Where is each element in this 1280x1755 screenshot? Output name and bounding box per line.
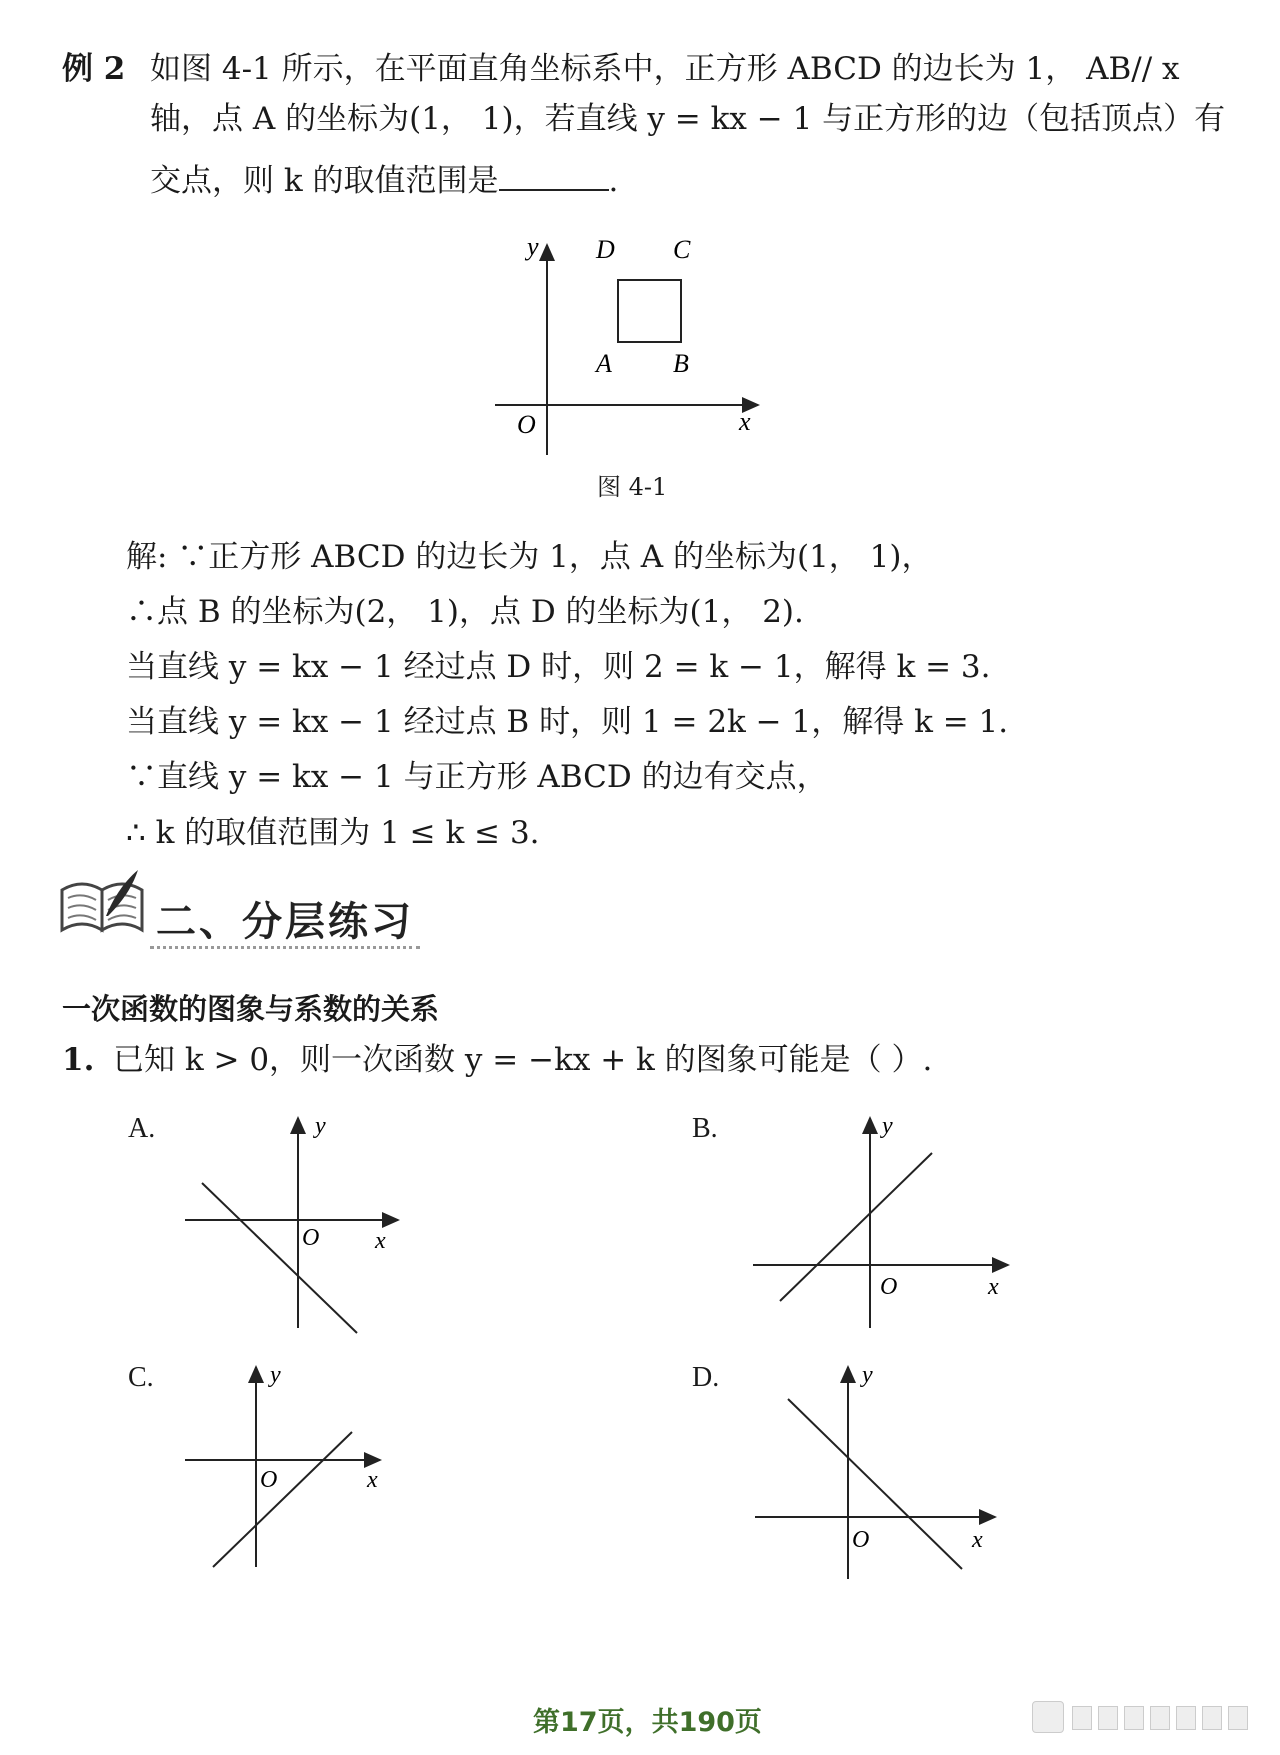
option-c-label[interactable]: C. xyxy=(128,1362,154,1393)
square-abcd xyxy=(618,280,681,342)
book-quill-icon xyxy=(58,868,150,938)
viewer-control-button[interactable] xyxy=(1150,1706,1170,1730)
solution-line: 当直线 y = kx − 1 经过点 D 时，则 2 = k − 1，解得 k = 3. xyxy=(126,649,991,685)
graph-option-a[interactable] xyxy=(180,1108,410,1338)
example-label: 例 2 xyxy=(62,51,126,87)
function-line xyxy=(780,1153,932,1301)
graph-option-b[interactable] xyxy=(740,1108,1020,1338)
graph-option-c[interactable] xyxy=(180,1357,410,1577)
fig-d-label: D xyxy=(596,235,615,264)
example-line-2: 轴，点 A 的坐标为(1， 1)，若直线 y = kx − 1 与正方形的边（包括顶点）有 xyxy=(150,101,1226,137)
origin-label: O xyxy=(880,1274,898,1300)
example-line-3-text: 交点，则 k 的取值范围是 xyxy=(150,163,499,199)
viewer-control-button[interactable] xyxy=(1098,1706,1118,1730)
option-a-label[interactable]: A. xyxy=(128,1113,156,1144)
example-line-1: 如图 4-1 所示，在平面直角坐标系中，正方形 ABCD 的边长为 1， AB// x xyxy=(150,51,1180,87)
axis-x-label: x xyxy=(972,1527,983,1553)
origin-label: O xyxy=(260,1467,278,1493)
option-b-label[interactable]: B. xyxy=(692,1113,718,1144)
fig-origin-label: O xyxy=(517,410,536,439)
viewer-control-button[interactable] xyxy=(1032,1701,1064,1733)
axis-y-label: y xyxy=(882,1113,893,1139)
fig-x-label: x xyxy=(739,407,751,436)
axis-x-label: x xyxy=(367,1467,378,1493)
viewer-control-button[interactable] xyxy=(1124,1706,1144,1730)
origin-label: O xyxy=(852,1527,870,1553)
viewer-control-button[interactable] xyxy=(1228,1706,1248,1730)
answer-blank xyxy=(499,165,609,191)
fig-a-label: A xyxy=(596,349,612,378)
example-line-3 xyxy=(150,165,618,197)
question-number: 1. xyxy=(62,1042,95,1078)
axis-x-label: x xyxy=(375,1228,386,1254)
example-line-3-end: . xyxy=(608,163,619,199)
fig-b-label: B xyxy=(673,349,689,378)
viewer-control-button[interactable] xyxy=(1072,1706,1092,1730)
page-indicator: 第17页，共190页 xyxy=(533,1707,762,1738)
axis-y-label: y xyxy=(270,1362,281,1388)
function-line xyxy=(213,1432,352,1567)
axis-y-label: y xyxy=(862,1362,873,1388)
figure-caption: 图 4-1 xyxy=(597,473,668,501)
axis-y-label: y xyxy=(315,1113,326,1139)
viewer-control-button[interactable] xyxy=(1202,1706,1222,1730)
fig-c-label: C xyxy=(673,235,691,264)
viewer-control-button[interactable] xyxy=(1176,1706,1196,1730)
solution-line: 解: ∵正方形 ABCD 的边长为 1，点 A 的坐标为(1， 1)， xyxy=(126,539,933,575)
solution-line: ∴ k 的取值范围为 1 ≤ k ≤ 3. xyxy=(126,815,540,851)
solution-line: 当直线 y = kx − 1 经过点 B 时，则 1 = 2k − 1，解得 k = 1. xyxy=(126,704,1009,740)
solution-line: ∴点 B 的坐标为(2， 1)，点 D 的坐标为(1， 2). xyxy=(126,594,804,630)
function-line xyxy=(788,1399,962,1569)
section-underline xyxy=(150,946,420,949)
graph-option-d[interactable] xyxy=(740,1357,1020,1587)
solution-line: ∵直线 y = kx − 1 与正方形 ABCD 的边有交点， xyxy=(126,759,828,795)
origin-label: O xyxy=(302,1225,320,1251)
question-text: 已知 k > 0，则一次函数 y = −kx + k 的图象可能是（ ）. xyxy=(113,1042,933,1078)
option-d-label[interactable]: D. xyxy=(692,1362,720,1393)
figure-4-1 xyxy=(495,235,775,455)
section-title: 二、分层练习 xyxy=(156,899,414,945)
axis-x-label: x xyxy=(988,1274,999,1300)
fig-y-label: y xyxy=(527,235,539,261)
subsection-title: 一次函数的图象与系数的关系 xyxy=(62,992,440,1026)
function-line xyxy=(202,1183,357,1333)
